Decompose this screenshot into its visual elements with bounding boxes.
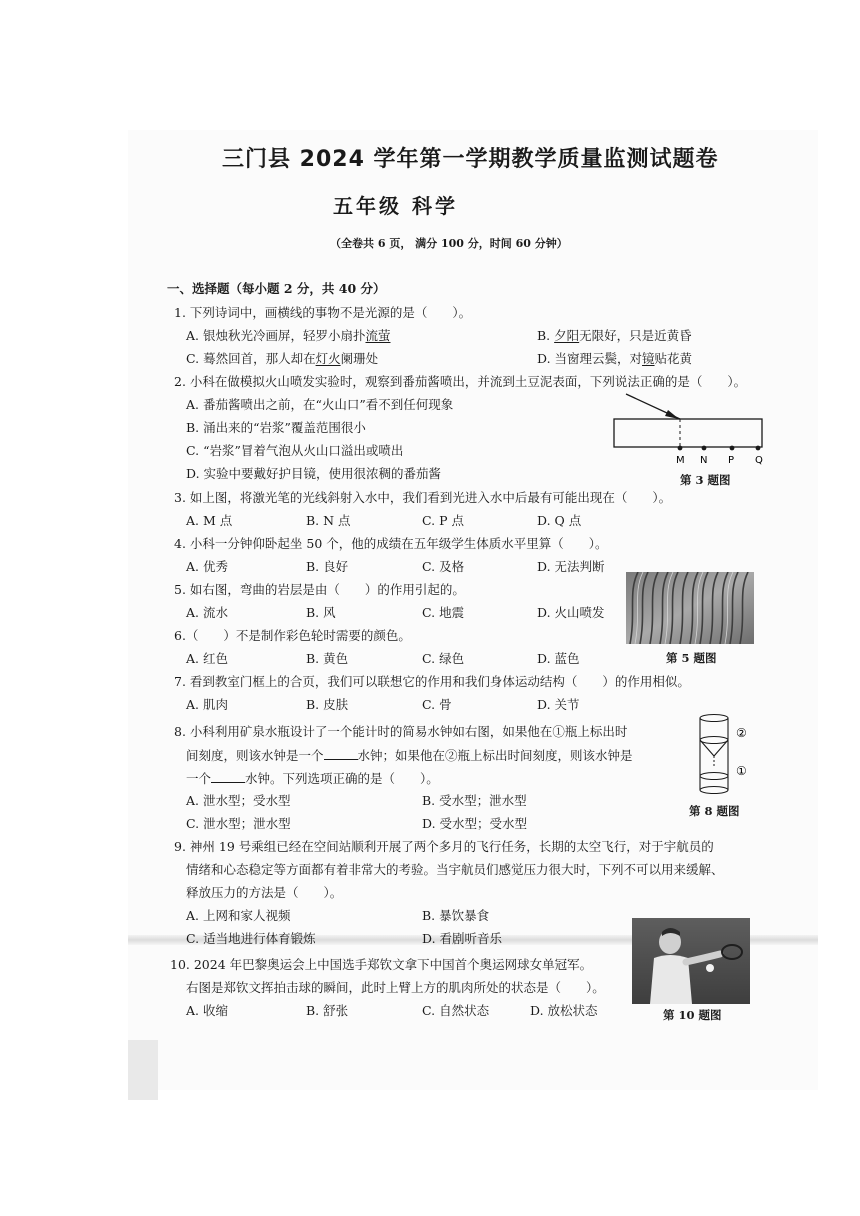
q9-option-a: A. 上网和家人视频	[186, 908, 291, 923]
point-m-label: M	[676, 455, 685, 466]
point-n-label: N	[700, 455, 708, 466]
q10-option-c: C. 自然状态	[422, 1003, 490, 1018]
q9-option-d: D. 看剧听音乐	[422, 931, 503, 946]
q8-blank-2	[211, 770, 245, 783]
q6-stem: 6.（ ）不是制作彩色轮时需要的颜色。	[174, 628, 411, 643]
q8-option-a: A. 泄水型；受水型	[186, 793, 291, 808]
q8-stem-line-2: 间刻度，则该水钟是一个 水钟；如果他在②瓶上标出时间刻度，则该水钟是	[186, 748, 633, 763]
q6-option-d: D. 蓝色	[537, 651, 580, 666]
bottle-1-label: ①	[736, 764, 747, 778]
q10-option-d: D. 放松状态	[530, 1003, 598, 1018]
point-m-dot	[678, 446, 683, 451]
lower-water-level	[700, 773, 728, 780]
q7-option-a: A. 肌肉	[186, 697, 228, 712]
figure-8-caption: 第 8 题图	[689, 804, 740, 818]
q1-option-c: C. 蓦然回首，那人却在灯火阑珊处	[186, 351, 379, 366]
water-tank	[614, 419, 762, 447]
q6-option-b: B. 黄色	[306, 651, 349, 666]
q9-stem-line-2: 情绪和心态稳定等方面都有着非常大的考验。当宇航员们感觉压力很大时，下列不可以用来缓解、	[186, 862, 724, 877]
q8-blank-1	[324, 747, 358, 760]
q6-option-a: A. 红色	[186, 651, 228, 666]
exam-title: 三门县 2024 学年第一学期教学质量监测试题卷	[222, 147, 719, 172]
q2-option-c: C. “岩浆”冒着气泡从火山口溢出或喷出	[186, 443, 404, 458]
q10-stem-line-2: 右图是郑钦文挥拍击球的瞬间，此时上臂上方的肌肉所处的状态是（ ）。	[186, 980, 605, 995]
q10-stem-line-1: 10. 2024 年巴黎奥运会上中国选手郑钦文拿下中国首个奥运网球女单冠军。	[170, 957, 593, 972]
q5-option-c: C. 地震	[422, 605, 465, 620]
q2-stem: 2. 小科在做模拟火山喷发实验时，观察到番茄酱喷出，并流到土豆泥表面，下列说法正确的是（ ）。	[174, 374, 747, 389]
q6-option-c: C. 绿色	[422, 651, 465, 666]
q4-option-d: D. 无法判断	[537, 559, 605, 574]
figure-5-caption: 第 5 题图	[666, 651, 717, 665]
q5-option-b: B. 风	[306, 605, 336, 620]
bottle-top-rim	[700, 715, 728, 722]
q8-option-c: C. 泄水型；泄水型	[186, 816, 291, 831]
q3-option-c: C. P 点	[422, 513, 464, 528]
q10-option-a: A. 收缩	[186, 1003, 228, 1018]
q7-stem: 7. 看到教室门框上的合页，我们可以联想它的作用和我们身体运动结构（ ）的作用相似。	[174, 674, 690, 689]
figure-3-light-refraction	[606, 392, 774, 466]
q4-option-a: A. 优秀	[186, 559, 228, 574]
q3-option-d: D. Q 点	[537, 513, 582, 528]
point-q-dot	[756, 446, 761, 451]
q5-stem: 5. 如右图，弯曲的岩层是由（ ）的作用引起的。	[174, 582, 465, 597]
q5-option-d: D. 火山喷发	[537, 605, 605, 620]
q9-option-b: B. 暴饮暴食	[422, 908, 490, 923]
q1-stem: 1. 下列诗词中，画横线的事物不是光源的是（ ）。	[174, 305, 472, 320]
q2-option-a: A. 番茄酱喷出之前，在“火山口”看不到任何现象	[186, 397, 454, 412]
q9-option-c: C. 适当地进行体育锻炼	[186, 931, 316, 946]
scan-shadow	[128, 1040, 158, 1100]
q4-option-b: B. 良好	[306, 559, 349, 574]
section-title: 一、选择题（每小题 2 分，共 40 分）	[167, 281, 386, 296]
q2-option-b: B. 涌出来的“岩浆”覆盖范围很小	[186, 420, 366, 435]
q8-option-d: D. 受水型；受水型	[422, 816, 528, 831]
q9-stem-line-1: 9. 神州 19 号乘组已经在空间站顺利开展了两个多月的飞行任务，长期的太空飞行，对于宇航员的	[174, 839, 714, 854]
q3-option-b: B. N 点	[306, 513, 351, 528]
point-q-label: Q	[755, 455, 763, 466]
ray-arrowhead	[665, 410, 679, 419]
q8-stem-line-3: 一个 水钟。下列选项正确的是（ ）。	[186, 771, 439, 786]
q3-option-a: A. M 点	[186, 513, 233, 528]
q2-option-d: D. 实验中要戴好护目镜，使用很浓稠的番茄酱	[186, 466, 442, 481]
q7-option-b: B. 皮肤	[306, 697, 349, 712]
q8-option-b: B. 受水型；泄水型	[422, 793, 527, 808]
q10-option-b: B. 舒张	[306, 1003, 349, 1018]
q1-option-b: B. 夕阳无限好，只是近黄昏	[537, 328, 692, 343]
bottle-base	[700, 787, 728, 794]
tennis-ball	[706, 964, 714, 972]
figure-8-water-clock	[692, 712, 772, 798]
q8-stem-line-1: 8. 小科利用矿泉水瓶设计了一个能计时的简易水钟如右图，如果他在①瓶上标出时	[174, 724, 628, 739]
figure-5-folded-rock-photo	[626, 572, 754, 644]
point-n-dot	[702, 446, 707, 451]
q9-stem-line-3: 释放压力的方法是（ ）。	[186, 885, 343, 900]
q5-option-a: A. 流水	[186, 605, 228, 620]
q4-stem: 4. 小科一分钟仰卧起坐 50 个，他的成绩在五年级学生体质水平里算（ ）。	[174, 536, 608, 551]
exam-meta: （全卷共 6 页， 满分 100 分，时间 60 分钟）	[330, 237, 568, 250]
q3-stem: 3. 如上图，将激光笔的光线斜射入水中，我们看到光进入水中后最有可能出现在（ ）。	[174, 490, 672, 505]
point-p-dot	[730, 446, 735, 451]
q1-option-d: D. 当窗理云鬓，对镜贴花黄	[537, 351, 693, 366]
q7-option-c: C. 骨	[422, 697, 452, 712]
q4-option-c: C. 及格	[422, 559, 465, 574]
upper-water-level	[700, 737, 728, 744]
figure-3-caption: 第 3 题图	[680, 473, 731, 487]
exam-subject: 五年级 科学	[333, 194, 458, 218]
figure-10-tennis-player-photo	[632, 918, 750, 1004]
bottle-2-label: ②	[736, 726, 747, 740]
figure-10-caption: 第 10 题图	[663, 1008, 722, 1022]
point-p-label: P	[728, 455, 735, 466]
q1-option-a: A. 银烛秋光冷画屏，轻罗小扇扑流萤	[186, 328, 391, 343]
q7-option-d: D. 关节	[537, 697, 580, 712]
